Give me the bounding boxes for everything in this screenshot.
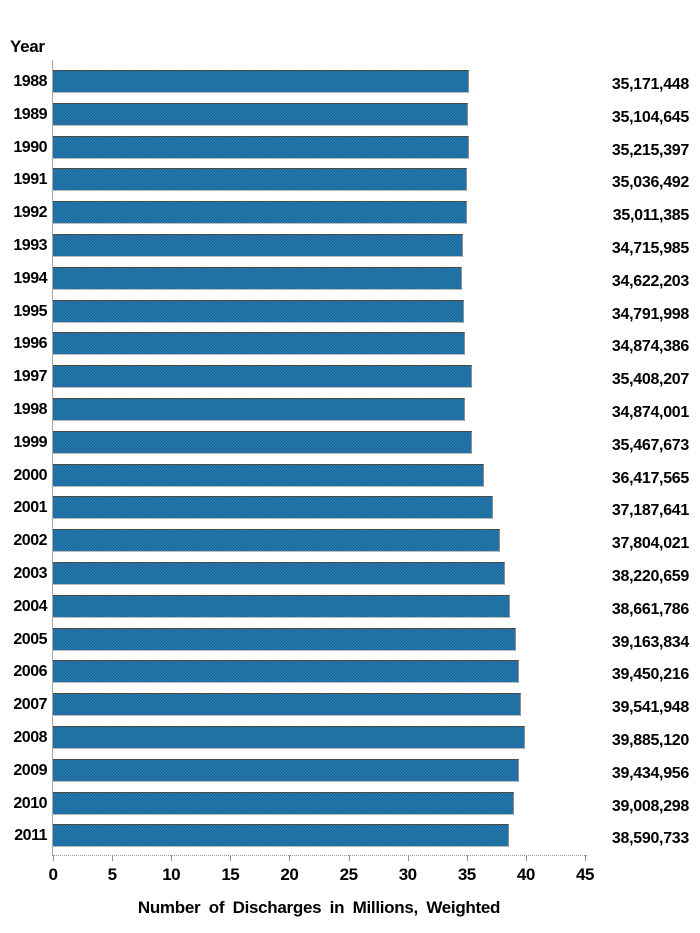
year-label: 1996 (13, 335, 47, 353)
value-label: 38,220,659 (611, 567, 689, 585)
discharge-bar (53, 234, 463, 257)
value-label: 37,804,021 (611, 535, 689, 553)
x-tick-mark (526, 855, 527, 861)
bar-row (0, 134, 700, 167)
x-tick-mark (112, 855, 113, 861)
bar-row (0, 593, 700, 626)
bar-row (0, 429, 700, 462)
year-label: 2008 (13, 728, 47, 746)
bar-row (0, 691, 700, 724)
x-tick-label: 45 (576, 865, 594, 884)
value-label: 34,715,985 (611, 239, 689, 257)
year-label: 1997 (13, 368, 47, 386)
bar-row (0, 298, 700, 331)
value-label: 39,541,948 (611, 699, 689, 717)
x-axis-line (52, 855, 587, 856)
bar-row (0, 363, 700, 396)
discharge-bar (53, 628, 516, 651)
discharge-bar (53, 693, 521, 716)
discharge-bar (53, 201, 467, 224)
year-label: 2006 (13, 663, 47, 681)
x-tick-label: 30 (398, 865, 417, 884)
discharge-bar (53, 824, 509, 847)
year-label: 1998 (13, 400, 47, 418)
bar-row (0, 560, 700, 593)
discharge-bar (53, 726, 525, 749)
year-label: 2011 (14, 827, 47, 845)
discharge-bar (53, 660, 519, 683)
x-tick-label: 0 (48, 865, 58, 884)
year-label: 1994 (13, 269, 47, 287)
discharge-bar (53, 529, 500, 552)
x-tick-mark (289, 855, 290, 861)
x-tick-mark (171, 855, 172, 861)
value-label: 37,187,641 (611, 502, 689, 520)
bar-row (0, 232, 700, 265)
year-label: 1989 (13, 105, 47, 123)
bar-row (0, 396, 700, 429)
x-tick-label: 15 (221, 865, 240, 884)
discharge-bar (53, 496, 493, 519)
year-label: 1995 (13, 302, 47, 320)
year-label: 1993 (13, 236, 47, 254)
value-label: 34,874,001 (611, 403, 689, 421)
bar-row (0, 265, 700, 298)
discharge-bar (53, 70, 469, 93)
value-label: 39,008,298 (611, 797, 689, 815)
value-label: 34,622,203 (611, 272, 689, 290)
discharge-bar (53, 300, 464, 323)
value-label: 39,450,216 (611, 666, 689, 684)
value-label: 39,163,834 (611, 633, 689, 651)
y-axis-title: Year (10, 37, 45, 56)
value-label: 35,036,492 (611, 174, 689, 192)
bar-row (0, 790, 700, 823)
value-label: 35,011,385 (612, 207, 689, 225)
discharge-bar (53, 431, 472, 454)
year-label: 1988 (13, 73, 47, 90)
value-label: 38,590,733 (611, 830, 689, 848)
year-label: 2009 (13, 761, 47, 779)
x-tick-mark (585, 855, 586, 861)
bar-row (0, 330, 700, 363)
bar-rows (0, 68, 700, 855)
year-label: 2003 (13, 564, 47, 582)
x-axis-title: Number of Discharges in Millions, Weighted (137, 898, 501, 917)
x-tick-label: 25 (339, 865, 358, 884)
year-label: 1992 (13, 204, 47, 222)
year-label: 2001 (13, 499, 47, 517)
year-label: 2002 (13, 532, 47, 550)
bar-row (0, 494, 700, 527)
bar-row (0, 822, 700, 855)
value-label: 35,467,673 (611, 436, 689, 454)
year-label: 1991 (13, 171, 47, 189)
value-label: 34,791,998 (611, 305, 689, 323)
x-tick-label: 40 (516, 865, 535, 884)
year-label: 2007 (13, 696, 47, 714)
year-label: 2005 (13, 630, 47, 648)
discharge-bar (53, 332, 465, 355)
year-label: 2000 (13, 466, 47, 484)
bar-row (0, 68, 700, 101)
discharge-bar (53, 464, 484, 487)
bar-row (0, 527, 700, 560)
value-label: 35,171,448 (611, 76, 689, 93)
value-label: 39,885,120 (611, 731, 689, 749)
bar-row (0, 626, 700, 659)
value-label: 35,408,207 (611, 371, 689, 389)
discharge-bar (53, 168, 467, 191)
year-label: 2004 (13, 597, 47, 615)
x-tick-label: 20 (280, 865, 299, 884)
discharge-bar (53, 398, 465, 421)
x-tick-mark (53, 855, 54, 861)
value-label: 35,104,645 (611, 108, 689, 126)
bar-row (0, 166, 700, 199)
x-tick-label: 35 (457, 865, 476, 884)
value-label: 38,661,786 (611, 600, 689, 618)
year-label: 2010 (13, 794, 47, 812)
x-tick-mark (467, 855, 468, 861)
discharge-bar (53, 595, 510, 618)
bar-row (0, 658, 700, 691)
discharge-bar (53, 759, 519, 782)
year-label: 1999 (13, 433, 47, 451)
year-label: 1990 (13, 138, 47, 156)
x-tick-mark (230, 855, 231, 861)
x-tick-mark (408, 855, 409, 861)
discharge-bar (53, 792, 514, 815)
value-label: 35,215,397 (611, 141, 689, 159)
value-label: 34,874,386 (611, 338, 689, 356)
bar-row (0, 199, 700, 232)
bar-row (0, 462, 700, 495)
bar-row (0, 101, 700, 134)
value-label: 39,434,956 (611, 764, 689, 782)
discharge-bar (53, 103, 468, 126)
discharge-bar (53, 365, 472, 388)
bar-row (0, 724, 700, 757)
x-tick-mark (349, 855, 350, 861)
x-tick-label: 5 (107, 865, 117, 884)
discharge-bar (53, 136, 469, 159)
bar-row (0, 757, 700, 790)
discharge-bar (53, 267, 462, 290)
discharge-bar (53, 562, 505, 585)
x-tick-label: 10 (162, 865, 181, 884)
value-label: 36,417,565 (611, 469, 689, 487)
